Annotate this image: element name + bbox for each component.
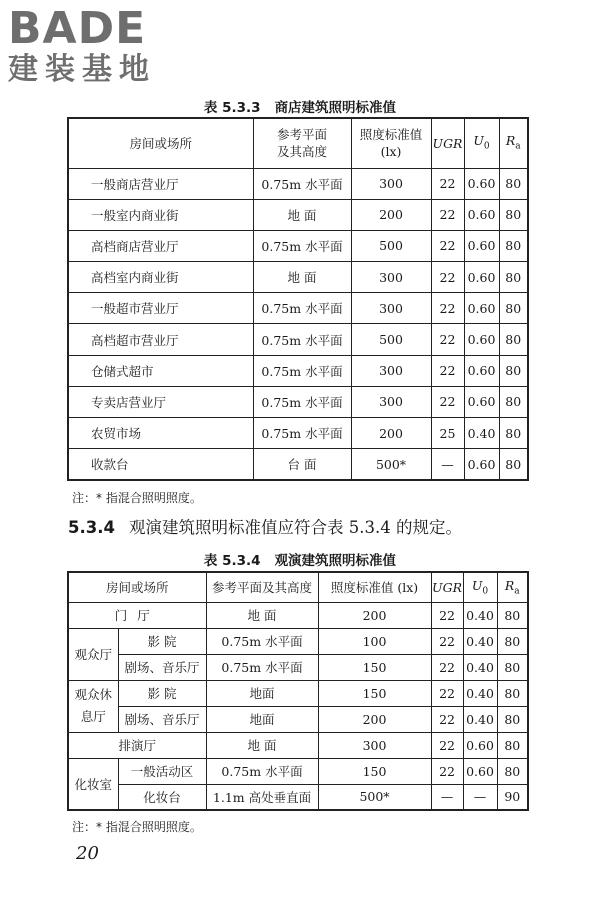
- cell-lux: 150: [318, 758, 431, 784]
- table-5-3-4: [67, 571, 529, 811]
- cell-place: 仓储式超市: [68, 355, 253, 386]
- cell-u0: 0.60: [463, 758, 497, 784]
- header-place: 房间或场所: [68, 118, 253, 168]
- header-plane-line2: 及其高度: [276, 144, 327, 160]
- cell-plane: 台 面: [253, 449, 351, 480]
- header-lux-line1: 照度标准值: [359, 127, 423, 143]
- cell-plane: 0.75m 水平面: [253, 324, 351, 355]
- cell-lux: 200: [351, 199, 431, 230]
- cell-lux: 500*: [318, 784, 431, 810]
- cell-lux: 300: [351, 386, 431, 417]
- table-row: [68, 680, 528, 706]
- table-row: [68, 706, 528, 732]
- cell-u0: 0.40: [463, 654, 497, 680]
- logo-wordmark: BADE: [8, 3, 147, 54]
- header-ra: [497, 572, 528, 602]
- table1-caption: [0, 96, 600, 116]
- header-plane-line1: 参考平面: [276, 127, 327, 143]
- cell-u0: 0.40: [464, 418, 499, 449]
- table-row: [68, 262, 528, 293]
- cell-u0: 0.40: [463, 680, 497, 706]
- cell-ra: 80: [499, 168, 528, 199]
- cell-u0: 0.60: [464, 386, 499, 417]
- cell-plane: 0.75m 水平面: [206, 758, 318, 784]
- cell-ra: 80: [497, 758, 528, 784]
- cell-u0: 0.60: [464, 293, 499, 324]
- cell-ugr: —: [431, 784, 463, 810]
- cell-plane: 地 面: [206, 732, 318, 758]
- cell-u0: 0.60: [463, 732, 497, 758]
- cell-place: 化妆台: [118, 784, 206, 810]
- cell-ra: 80: [499, 293, 528, 324]
- clause-5-3-4: [68, 514, 462, 538]
- cell-ra: 80: [497, 602, 528, 628]
- table1-title: 商店建筑照明标准值: [274, 100, 397, 116]
- table-row: [68, 168, 528, 199]
- cell-u0: 0.60: [464, 230, 499, 261]
- table2-number: 表 5.3.4: [203, 553, 261, 569]
- cell-plane: 1.1m 高处垂直面: [206, 784, 318, 810]
- cell-place: 剧场、音乐厅: [118, 706, 206, 732]
- cell-place: 一般室内商业街: [68, 199, 253, 230]
- cell-plane: 地 面: [253, 199, 351, 230]
- header-ugr: UGR: [431, 572, 463, 602]
- header-lux: [351, 118, 431, 168]
- table-row: [68, 355, 528, 386]
- cell-u0: 0.60: [464, 168, 499, 199]
- table1-note: 注：* 指混合照明照度。: [72, 491, 202, 505]
- cell-place: 一般超市营业厅: [68, 293, 253, 324]
- header-u0: [463, 572, 497, 602]
- cell-ra: 80: [499, 230, 528, 261]
- cell-place: 农贸市场: [68, 418, 253, 449]
- group-lounge-line1: 观众休: [74, 687, 112, 702]
- table1-number: 表 5.3.3: [203, 100, 261, 116]
- cell-ugr: 22: [431, 355, 464, 386]
- cell-ra: 80: [499, 418, 528, 449]
- table-row: [68, 654, 528, 680]
- cell-place: 高档超市营业厅: [68, 324, 253, 355]
- table-header-row: [68, 118, 528, 168]
- cell-ugr: 22: [431, 732, 463, 758]
- page-number: 20: [76, 843, 99, 864]
- cell-plane: 0.75m 水平面: [253, 355, 351, 386]
- cell-ugr: —: [431, 449, 464, 480]
- table2-caption: [0, 549, 600, 569]
- cell-place: 高档室内商业街: [68, 262, 253, 293]
- header-ugr: UGR: [431, 118, 464, 168]
- header-ra-main: R: [505, 132, 516, 148]
- cell-lux: 500: [351, 230, 431, 261]
- table-row: [68, 758, 528, 784]
- header-place: 房间或场所: [68, 572, 206, 602]
- cell-ugr: 22: [431, 680, 463, 706]
- cell-ra: 80: [499, 262, 528, 293]
- table-5-3-3: [67, 117, 529, 481]
- table-row: [68, 602, 528, 628]
- cell-ugr: 22: [431, 293, 464, 324]
- header-u0: [464, 118, 499, 168]
- cell-ra: 80: [499, 449, 528, 480]
- cell-plane: 0.75m 水平面: [253, 386, 351, 417]
- table-row: [68, 324, 528, 355]
- cell-ugr: 22: [431, 262, 464, 293]
- cell-ra: 80: [499, 386, 528, 417]
- cell-u0: 0.60: [464, 262, 499, 293]
- cell-lux: 150: [318, 680, 431, 706]
- cell-plane: 地 面: [253, 262, 351, 293]
- cell-plane: 地面: [206, 680, 318, 706]
- cell-place: 影 院: [118, 680, 206, 706]
- cell-plane: 0.75m 水平面: [206, 628, 318, 654]
- header-ra-sub: a: [515, 141, 521, 151]
- cell-u0: 0.40: [463, 602, 497, 628]
- cell-place: 一般商店营业厅: [68, 168, 253, 199]
- cell-ra: 80: [499, 324, 528, 355]
- cell-u0: 0.40: [463, 706, 497, 732]
- cell-u0: 0.40: [463, 628, 497, 654]
- table-row: [68, 628, 528, 654]
- cell-place: 门厅: [68, 602, 206, 628]
- cell-place: 排演厅: [68, 732, 206, 758]
- cell-ra: 80: [499, 199, 528, 230]
- cell-place: 收款台: [68, 449, 253, 480]
- cell-ugr: 22: [431, 706, 463, 732]
- table-row: [68, 199, 528, 230]
- table-row: [68, 293, 528, 324]
- cell-u0: 0.60: [464, 449, 499, 480]
- cell-ugr: 22: [431, 602, 463, 628]
- cell-place: 专卖店营业厅: [68, 386, 253, 417]
- header-plane: [253, 118, 351, 168]
- cell-ra: 80: [497, 628, 528, 654]
- cell-plane: 0.75m 水平面: [253, 293, 351, 324]
- cell-ugr: 22: [431, 199, 464, 230]
- header-u0-main: U: [471, 578, 483, 593]
- cell-ra: 80: [497, 706, 528, 732]
- header-lux: 照度标准值 (lx): [318, 572, 431, 602]
- cell-ugr: 22: [431, 654, 463, 680]
- cell-plane: 0.75m 水平面: [253, 168, 351, 199]
- cell-ugr: 22: [431, 628, 463, 654]
- cell-lux: 500*: [351, 449, 431, 480]
- cell-plane: 0.75m 水平面: [206, 654, 318, 680]
- table-row: [68, 230, 528, 261]
- cell-ugr: 22: [431, 230, 464, 261]
- cell-lux: 300: [318, 732, 431, 758]
- table-row: [68, 386, 528, 417]
- cell-u0: 0.60: [464, 355, 499, 386]
- cell-ra: 80: [499, 355, 528, 386]
- table2-title: 观演建筑照明标准值: [274, 553, 397, 569]
- header-ra: [499, 118, 528, 168]
- bade-logo: [8, 3, 178, 96]
- cell-plane: 地 面: [206, 602, 318, 628]
- cell-u0: 0.60: [464, 199, 499, 230]
- cell-ugr: 25: [431, 418, 464, 449]
- clause-text: 观演建筑照明标准值应符合表 5.3.4 的规定。: [128, 518, 462, 537]
- table-row: [68, 449, 528, 480]
- cell-u0: —: [463, 784, 497, 810]
- cell-u0: 0.60: [464, 324, 499, 355]
- cell-place: 高档商店营业厅: [68, 230, 253, 261]
- cell-ugr: 22: [431, 168, 464, 199]
- cell-lux: 300: [351, 355, 431, 386]
- group-lounge-line2: 息厅: [80, 709, 106, 724]
- cell-place: 一般活动区: [118, 758, 206, 784]
- logo-chinese-name: 建装基地: [8, 52, 156, 87]
- cell-lux: 100: [318, 628, 431, 654]
- cell-ra: 90: [497, 784, 528, 810]
- cell-ugr: 22: [431, 758, 463, 784]
- table2-note: 注：* 指混合照明照度。: [72, 820, 202, 834]
- header-u0-main: U: [473, 132, 484, 148]
- header-ra-main: R: [504, 578, 515, 593]
- cell-place: 剧场、音乐厅: [118, 654, 206, 680]
- group-dressing: 化妆室: [68, 758, 118, 810]
- group-lounge: [68, 680, 118, 732]
- cell-lux: 300: [351, 262, 431, 293]
- table-row: [68, 732, 528, 758]
- cell-lux: 200: [318, 602, 431, 628]
- cell-lux: 200: [351, 418, 431, 449]
- cell-ra: 80: [497, 680, 528, 706]
- cell-ugr: 22: [431, 324, 464, 355]
- cell-ugr: 22: [431, 386, 464, 417]
- table-header-row: [68, 572, 528, 602]
- cell-plane: 0.75m 水平面: [253, 418, 351, 449]
- cell-lux: 300: [351, 168, 431, 199]
- header-u0-sub: 0: [483, 141, 490, 151]
- cell-place: 影 院: [118, 628, 206, 654]
- header-u0-sub: 0: [482, 586, 489, 597]
- cell-ra: 80: [497, 654, 528, 680]
- table-row: [68, 418, 528, 449]
- clause-number: 5.3.4: [68, 518, 115, 537]
- header-plane: 参考平面及其高度: [206, 572, 318, 602]
- cell-plane: 0.75m 水平面: [253, 230, 351, 261]
- cell-lux: 300: [351, 293, 431, 324]
- group-auditorium: 观众厅: [68, 628, 118, 680]
- cell-lux: 150: [318, 654, 431, 680]
- header-ra-sub: a: [514, 586, 520, 597]
- header-lux-line2: (lx): [380, 144, 402, 160]
- cell-lux: 200: [318, 706, 431, 732]
- cell-lux: 500: [351, 324, 431, 355]
- table-row: [68, 784, 528, 810]
- cell-ra: 80: [497, 732, 528, 758]
- cell-plane: 地面: [206, 706, 318, 732]
